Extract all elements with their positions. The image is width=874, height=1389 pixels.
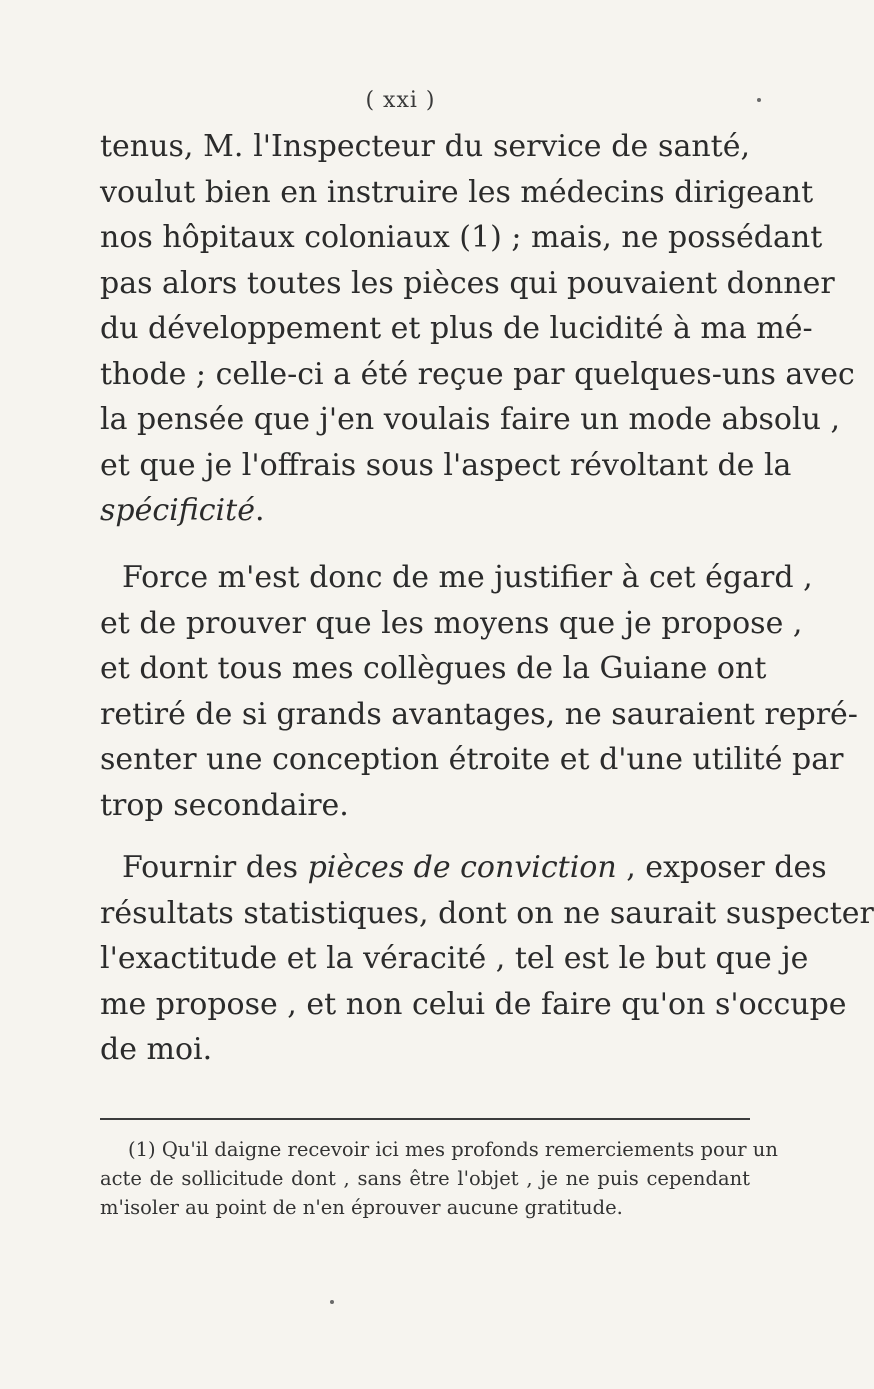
text-line: me propose , et non celui de faire qu'on s'occupe	[100, 986, 847, 1022]
text-line: Force m'est donc de me justifier à cet égard ,	[122, 560, 813, 595]
footnote	[100, 1135, 778, 1222]
text-line: tenus, M. l'Inspecteur du service de santé,	[100, 129, 750, 164]
text-line: retiré de si grands avantages, ne sauraient repré-	[100, 696, 858, 732]
text-line: pas alors toutes les pièces qui pouvaient donner	[100, 265, 835, 301]
page-number: ( xxi )	[365, 88, 436, 113]
text-line: l'exactitude et la véracité , tel est le but que je	[100, 941, 809, 976]
paragraph-1	[100, 124, 855, 534]
text-fragment: , exposer des	[616, 850, 827, 885]
text-line: la pensée que j'en voulais faire un mode absolu ,	[100, 402, 840, 437]
footnote-line: m'isoler au point de n'en éprouver aucune gratitude.	[100, 1196, 623, 1219]
paper-speck	[757, 98, 761, 102]
text-line: senter une conception étroite et d'une utilité par	[100, 742, 844, 777]
text-line: résultats statistiques, dont on ne saurait suspecter	[100, 895, 874, 931]
footnote-line: (1) Qu'il daigne recevoir ici mes profonds remerciements pour un	[128, 1138, 778, 1161]
text-line: du développement et plus de lucidité à ma mé-	[100, 311, 813, 346]
paragraph-3	[100, 845, 874, 1073]
text-line	[100, 845, 827, 891]
punctuation: .	[254, 493, 265, 528]
footnote-divider	[100, 1118, 750, 1120]
footnote-line: acte de sollicitude dont , sans être l'objet , je ne puis cependant	[100, 1167, 750, 1190]
text-line: trop secondaire.	[100, 787, 349, 823]
paper-speck	[330, 1300, 334, 1304]
text-line: de moi.	[100, 1032, 213, 1067]
italic-term: pièces de conviction	[307, 850, 617, 885]
text-line	[100, 488, 750, 534]
text-line: voulut bien en instruire les médecins dirigeant	[100, 174, 814, 210]
text-line: et dont tous mes collègues de la Guiane ont	[100, 651, 767, 686]
text-line: thode ; celle-ci a été reçue par quelques-uns avec	[100, 356, 855, 392]
text-fragment: Fournir des	[122, 850, 308, 885]
text-line: nos hôpitaux coloniaux (1) ; mais, ne possédant	[100, 220, 823, 255]
text-line: et que je l'offrais sous l'aspect révoltant de la	[100, 447, 792, 483]
italic-term: spécificité	[100, 493, 255, 528]
paragraph-2	[100, 555, 858, 828]
text-line: et de prouver que les moyens que je propose ,	[100, 605, 803, 641]
